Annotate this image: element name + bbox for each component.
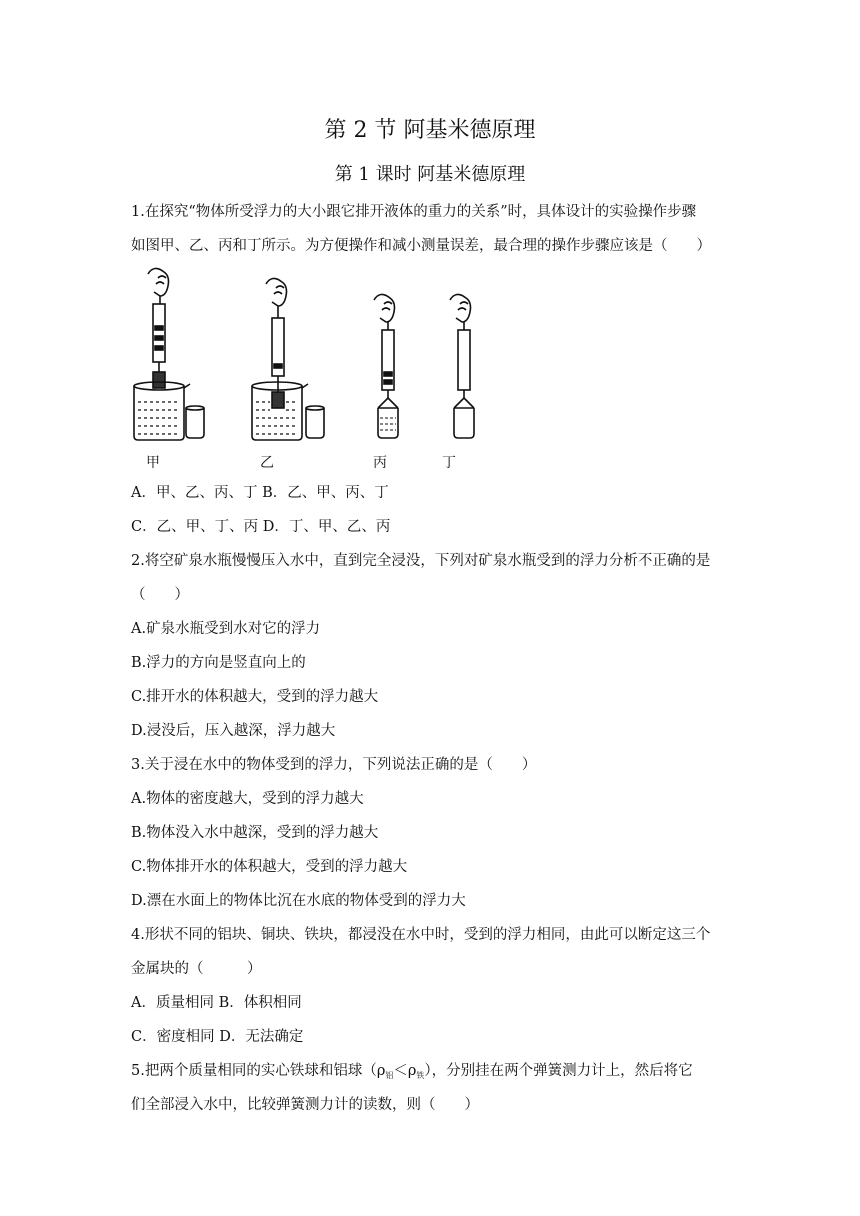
q1-options-cd: C．乙、甲、丁、丙 D．丁、甲、乙、丙	[131, 519, 391, 535]
q1-stem-line2: 如图甲、乙、丙和丁所示。为方便操作和减小测量误差，最合理的操作步骤应该是（ ）	[131, 238, 711, 254]
fig-label-ding: 丁	[442, 455, 456, 471]
q4-options-cd: C．密度相同 D．无法确定	[131, 1029, 304, 1045]
fig-label-yi: 乙	[260, 455, 274, 471]
figure-yi	[252, 278, 324, 440]
q2-option-c: C.排开水的体积越大，受到的浮力越大	[131, 689, 379, 705]
q5-sub-al: 铝	[385, 1071, 394, 1080]
fig-label-jia: 甲	[146, 455, 160, 471]
q5-text-mid: ＜ρ	[393, 1063, 417, 1079]
section-title: 第 2 节 阿基米德原理	[324, 118, 536, 143]
q2-option-a: A.矿泉水瓶受到水对它的浮力	[131, 621, 321, 637]
q2-option-d: D.浸没后，压入越深，浮力越大	[131, 723, 336, 739]
q5-sub-fe: 铁	[416, 1071, 425, 1080]
figure-jia	[134, 268, 204, 440]
q5-stem-line2: 们全部浸入水中，比较弹簧测力计的读数，则（ ）	[131, 1097, 479, 1113]
q3-option-b: B.物体没入水中越深，受到的浮力越大	[131, 825, 379, 841]
q2-stem-line1: 2.将空矿泉水瓶慢慢压入水中，直到完全浸没，下列对矿泉水瓶受到的浮力分析不正确的是	[131, 553, 711, 569]
figure-bing	[374, 294, 398, 438]
q3-option-c: C.物体排开水的体积越大，受到的浮力越大	[131, 859, 408, 875]
experiment-figure	[128, 258, 528, 470]
figure-ding	[450, 294, 474, 438]
q3-option-d: D.漂在水面上的物体比沉在水底的物体受到的浮力大	[131, 893, 466, 909]
q2-stem-line2: （ ）	[131, 587, 189, 603]
q1-stem-line1: 1.在探究“物体所受浮力的大小跟它排开液体的重力的关系”时，具体设计的实验操作步骤	[131, 204, 697, 220]
fig-label-bing: 丙	[373, 455, 387, 471]
q4-stem-line2: 金属块的（ ）	[131, 961, 262, 977]
q5-text-pre: 5.把两个质量相同的实心铁球和铝球（ρ	[131, 1063, 386, 1079]
q3-option-a: A.物体的密度越大，受到的浮力越大	[131, 791, 364, 807]
q3-stem: 3.关于浸在水中的物体受到的浮力，下列说法正确的是（ ）	[131, 757, 537, 773]
q5-stem-line1	[131, 1061, 731, 1086]
q1-options-ab: A．甲、乙、丙、丁 B．乙、甲、丙、丁	[131, 485, 389, 501]
q2-option-b: B.浮力的方向是竖直向上的	[131, 655, 306, 671]
q4-stem-line1: 4.形状不同的铝块、铜块、铁块，都浸没在水中时，受到的浮力相同，由此可以断定这三个	[131, 927, 711, 943]
q4-options-ab: A．质量相同 B．体积相同	[131, 995, 302, 1011]
lesson-subtitle: 第 1 课时 阿基米德原理	[334, 164, 526, 185]
q5-text-post: ），分别挂在两个弹簧测力计上，然后将它	[424, 1063, 693, 1079]
